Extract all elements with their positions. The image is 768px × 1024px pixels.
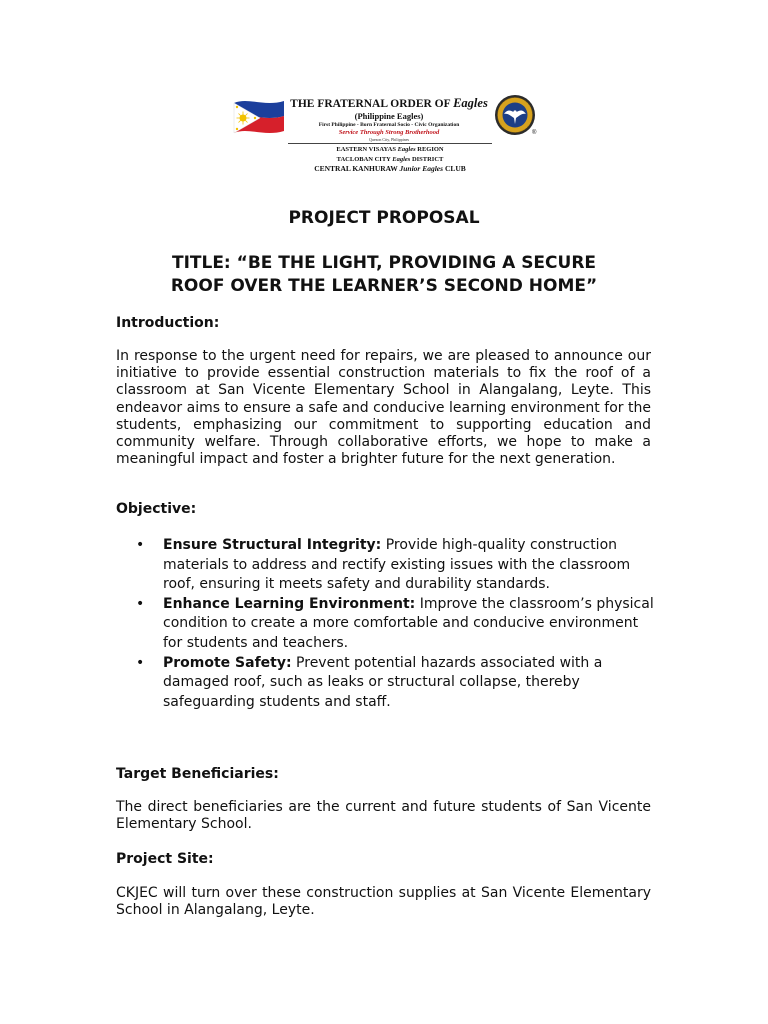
objective-list: [116, 536, 656, 712]
objective-item-title: Promote Safety:: [163, 654, 292, 671]
objective-item-text: Prevent potential hazards associated with a damaged roof, such as leaks or structural collapse, thereby safeguarding students and staff.: [163, 654, 603, 710]
org-prefix: THE FRATERNAL ORDER OF: [290, 98, 451, 110]
organization-motto: Service Through Strong Brotherhood: [338, 129, 440, 136]
eagles-seal-icon: [494, 94, 536, 136]
title-line-2: ROOF OVER THE LEARNER’S SECOND HOME”: [170, 276, 598, 296]
objective-item-title: Enhance Learning Environment:: [163, 595, 416, 612]
letterhead-text: [288, 96, 490, 143]
objective-item-title: Ensure Structural Integrity:: [163, 537, 382, 553]
beneficiaries-text: The direct beneficiaries are the current and future students of San Vicente Elementary School.: [116, 799, 651, 833]
beneficiaries-label: Target Beneficiaries:: [116, 766, 279, 782]
district-script: Eagles: [392, 155, 411, 163]
title-line-1: TITLE: “BE THE LIGHT, PROVIDING A SECURE: [171, 253, 597, 273]
bullet-dot: •: [136, 595, 145, 612]
organization-description: First Philippine - Born Fraternal Socio - Civic Organization: [318, 122, 460, 128]
objective-item-text: Provide high-quality construction materials to address and rectify existing issues with the classroom roof, ensuring it meets safety and durability standards.: [163, 537, 631, 593]
letterhead-divider: [288, 143, 492, 144]
club-b: CLUB: [444, 164, 466, 173]
letterhead: [228, 92, 543, 178]
document-heading: PROJECT PROPOSAL: [288, 208, 480, 228]
project-site-label: Project Site:: [116, 851, 214, 867]
bullet-dot: •: [136, 537, 145, 553]
club-line: [288, 164, 492, 174]
organization-location: Quezon City, Philippines: [368, 137, 410, 142]
project-site-text: CKJEC will turn over these construction supplies at San Vicente Elementary School in Alangalang, Leyte.: [116, 885, 651, 919]
objective-label: Objective:: [116, 501, 197, 517]
letterhead-chapter-info: [288, 145, 492, 174]
organization-name: [288, 96, 490, 111]
document-title: [116, 252, 652, 298]
objective-item: [116, 536, 656, 595]
region-script: Eagles: [397, 146, 416, 153]
club-a: CENTRAL KANHURAW: [314, 164, 398, 173]
introduction-label: Introduction:: [116, 315, 220, 331]
objective-item: [116, 654, 656, 713]
objective-item-text: Improve the classroom’s physical condition to create a more comfortable and conducive environment for students and teachers.: [163, 595, 654, 651]
registered-mark: ®: [532, 130, 537, 136]
club-script: Junior Eagles: [399, 164, 444, 173]
district-b: DISTRICT: [411, 155, 444, 163]
district-a: TACLOBAN CITY: [336, 155, 391, 163]
district-line: [288, 155, 492, 165]
region-line: [288, 145, 492, 155]
region-a: EASTERN VISAYAS: [336, 146, 396, 153]
introduction-text: In response to the urgent need for repairs, we are pleased to announce our initiative to provide essential construction materials to fix the roof of a classroom at San Vicente Elementary School in Alangalang, Leyte. This endeavor aims to ensure a safe and conducive learning environment for the students, emphasizing our commitment to supporting education and community welfare. Through collaborative efforts, we hope to make a meaningful impact and foster a brighter future for the next generation.: [116, 348, 651, 468]
region-b: REGION: [417, 146, 444, 153]
philippine-flag-icon: [230, 97, 286, 135]
bullet-dot: •: [136, 654, 145, 671]
org-script: Eagles: [453, 96, 488, 110]
objective-item: [116, 595, 656, 654]
organization-subtitle: (Philippine Eagles): [354, 111, 424, 121]
